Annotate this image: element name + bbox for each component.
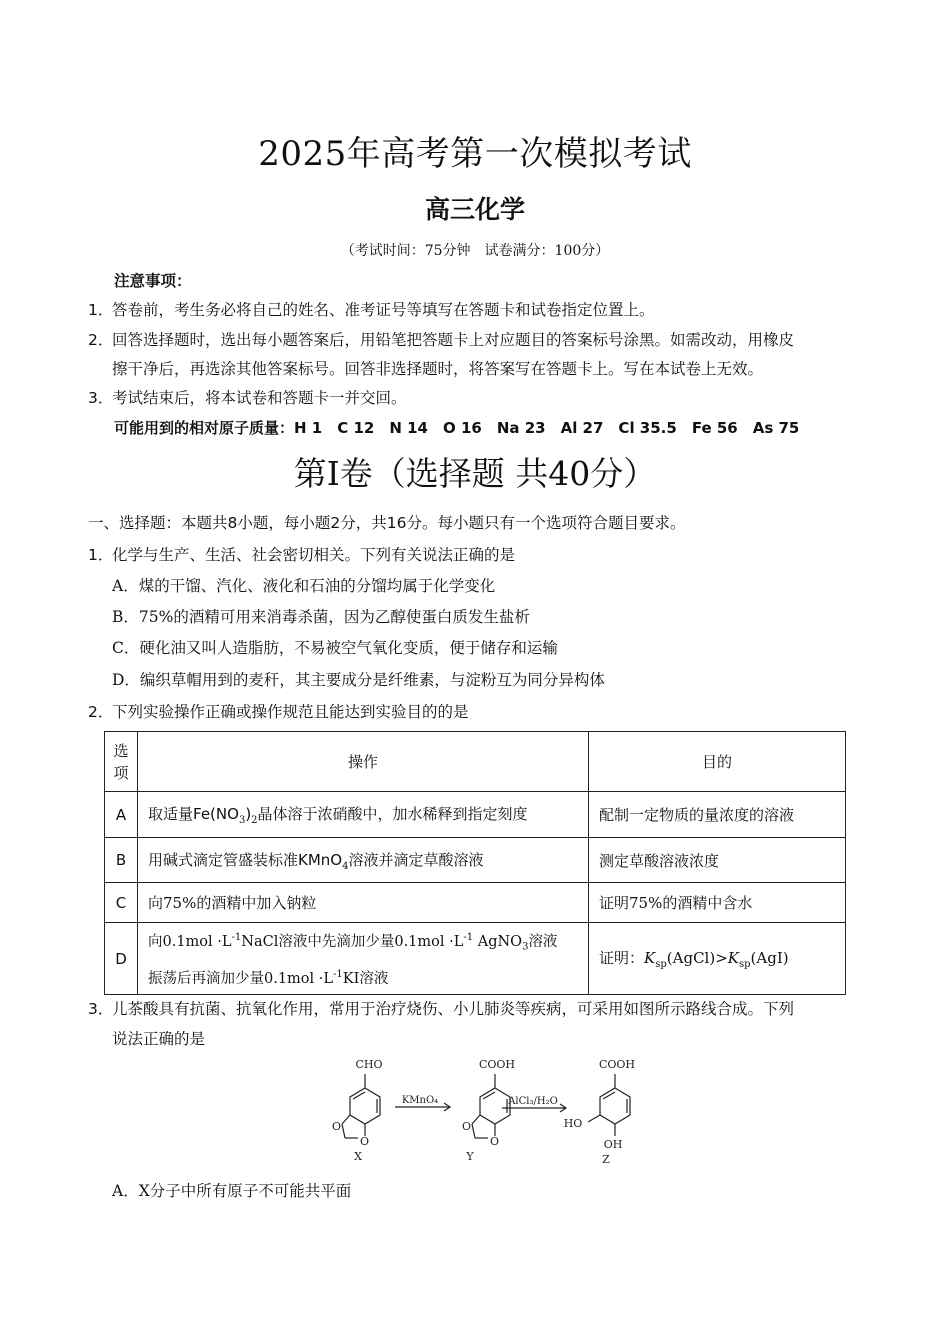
notice-item-text: 回答选择题时，选出每小题答案后，用铅笔把答题卡上对应题目的答案标号涂黑。如需改动，用橡皮 [112,331,795,349]
header-goal: 目的 [589,732,846,792]
row-operation: 向75%的酒精中加入钠粒 [138,883,589,923]
question-3-option-a: A．X分子中所有原子不可能共平面 [112,1182,352,1200]
notice-heading: 注意事项： [114,272,192,290]
compound-z-ho: HO [563,1117,583,1130]
notice-item-text: 答卷前，考生务必将自己的姓名、准考证号等填写在答题卡和试卷指定位置上。 [112,301,655,319]
notice-item-1 [88,300,655,320]
notice-item-num: 2． [88,331,114,349]
table-row [105,838,846,883]
table-row [105,923,846,995]
question-text: 下列实验操作正确或操作规范且能达到实验目的的是 [112,703,469,721]
question-3-stem [88,999,794,1019]
compound-x-group: CHO [355,1058,383,1071]
compound-y-label: Y [466,1150,474,1163]
notice-item-num: 3． [88,389,114,407]
question-text: 儿茶酸具有抗菌、抗氧化作用，常用于治疗烧伤、小儿肺炎等疾病，可采用如图所示路线合成。下列 [112,1000,795,1018]
row-operation: 用碱式滴定管盛装标准KMnO$_4$溶液并滴定草酸溶液 [138,838,589,883]
compound-y-group: COOH [478,1058,516,1071]
header-option: 选 项 [105,732,138,792]
row-option: D [105,923,138,995]
question-2-table [104,731,846,995]
question-1-stem [88,545,515,565]
svg-text:O: O [360,1135,370,1148]
row-option: B [105,838,138,883]
question-3-stem-cont: 说法正确的是 [112,1030,206,1048]
compound-z-group: COOH [598,1058,636,1071]
question-number: 3． [88,1000,114,1018]
exam-title: 2025年高考第一次模拟考试 [258,134,692,174]
table-row [105,792,846,838]
question-1-option-b: B．75%的酒精可用来消毒杀菌，因为乙醇使蛋白质发生盐析 [112,608,530,626]
row-operation: 向$0.1mol \cdot L^{-1}NaCl$溶液中先滴加少量$0.1mol \cdot L^{-1}$ AgNO$_3$溶液 振荡后再滴加少量$0.1mol \cdot L^{-1}KI$溶液 [138,923,589,995]
question-text: 化学与生产、生活、社会密切相关。下列有关说法正确的是 [112,546,516,564]
svg-text:O: O [462,1120,472,1133]
notice-item-2-cont: 擦干净后，再选涂其他答案标号。回答非选择题时，将答案写在答题卡上。写在本试卷上无效。 [112,360,764,378]
row-goal: 证明：$K_{sp}(AgCl)>K_{sp}(AgI)$ [589,923,846,995]
question-number: 1． [88,546,114,564]
compound-z-label: Z [602,1153,610,1166]
row-goal: 配制一定物质的量浓度的溶液 [589,792,846,838]
section-title: 第Ⅰ卷（选择题 共40分） [293,454,657,493]
compound-z-oh: OH [603,1138,623,1151]
svg-text:O: O [490,1135,500,1148]
compound-x-ring [350,1088,380,1124]
notice-item-text: 考试结束后，将本试卷和答题卡一并交回。 [112,389,407,407]
part-intro: 一、选择题：本题共8小题，每小题2分，共16分。每小题只有一个选项符合题目要求。 [88,514,686,532]
question-2-stem [88,702,469,722]
synthesis-scheme [320,1052,650,1172]
exam-info: （考试时间：75分钟 试卷满分：100分） [340,243,610,259]
compound-x-label: X [354,1150,362,1163]
reagent-1: KMnO₄ [401,1095,439,1106]
compound-y-ring [480,1088,510,1124]
notice-item-2 [88,330,794,350]
question-1-option-c: C．硬化油又叫人造脂肪，不易被空气氧化变质，便于储存和运输 [112,639,558,657]
table-row [105,883,846,923]
notice-item-3 [88,388,407,408]
header-operation: 操作 [138,732,589,792]
row-option: C [105,883,138,923]
row-goal: 证明75%的酒精中含水 [589,883,846,923]
question-number: 2． [88,703,114,721]
compound-z-ring [600,1088,630,1124]
question-1-option-d: D．编织草帽用到的麦秆，其主要成分是纤维素，与淀粉互为同分异构体 [112,671,605,689]
question-1-option-a: A．煤的干馏、汽化、液化和石油的分馏均属于化学变化 [112,577,496,595]
exam-subtitle: 高三化学 [424,195,525,224]
row-goal: 测定草酸溶液浓度 [589,838,846,883]
row-operation: 取适量$Fe(NO_3)_2$晶体溶于浓硝酸中，加水稀释到指定刻度 [138,792,589,838]
atomic-mass-line: 可能用到的相对原子质量：H 1 C 12 N 14 O 16 Na 23 Al 27 Cl 35.5 Fe 56 As 75 [114,419,800,437]
svg-text:O: O [332,1120,342,1133]
row-option: A [105,792,138,838]
table-header-row [105,732,846,792]
notice-item-num: 1． [88,301,114,319]
reagent-2: AlCl₃/H₂O [508,1096,558,1107]
